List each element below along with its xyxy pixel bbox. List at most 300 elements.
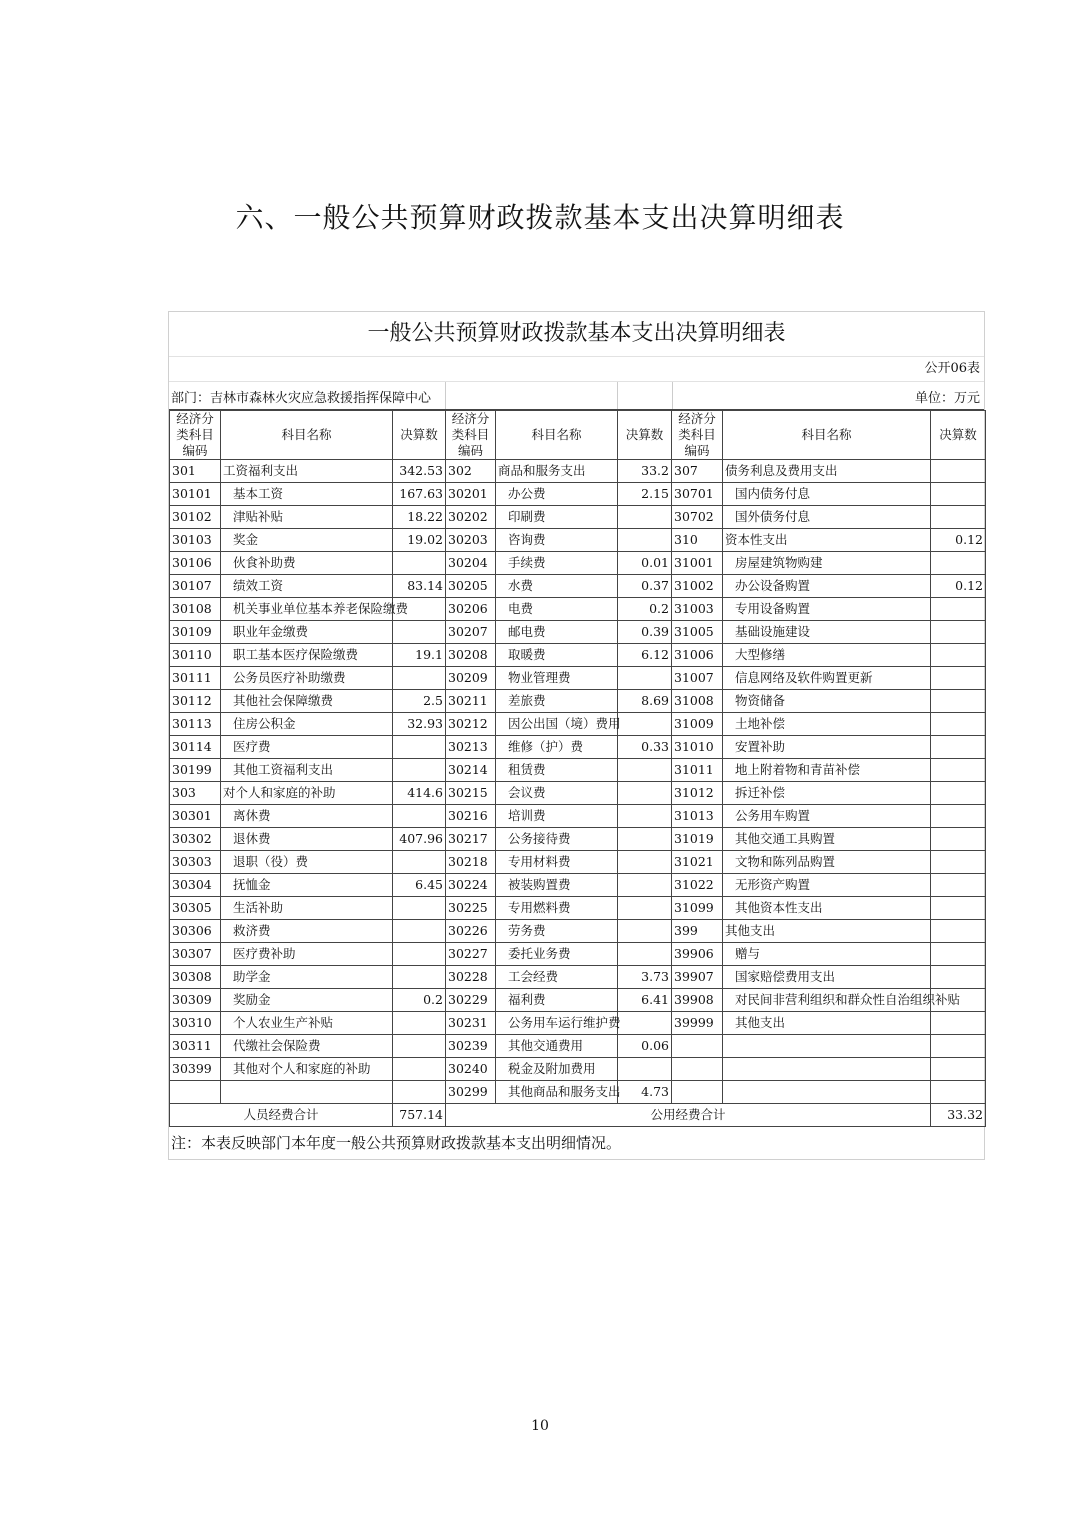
cell-code: 31007 <box>672 667 723 690</box>
header-code: 经济分类科目编码 <box>170 411 221 460</box>
cell-name: 其他交通工具购置 <box>723 828 931 851</box>
cell-code: 31010 <box>672 736 723 759</box>
divider <box>617 382 618 409</box>
table-row <box>170 805 986 828</box>
cell-name <box>723 1035 931 1058</box>
cell-amount <box>931 1012 986 1035</box>
cell-name: 职工基本医疗保险缴费 <box>221 644 393 667</box>
cell-name: 对民间非营利组织和群众性自治组织补贴 <box>723 989 931 1012</box>
cell-code: 31008 <box>672 690 723 713</box>
cell-amount: 6.12 <box>618 644 672 667</box>
cell-name: 抚恤金 <box>221 874 393 897</box>
table-row <box>170 782 986 805</box>
cell-name <box>221 1081 393 1104</box>
cell-name: 医疗费 <box>221 736 393 759</box>
expenditure-table <box>169 410 986 1127</box>
cell-name: 津贴补贴 <box>221 506 393 529</box>
cell-amount: 407.96 <box>393 828 446 851</box>
cell-name: 其他商品和服务支出 <box>496 1081 618 1104</box>
cell-code: 30207 <box>446 621 496 644</box>
divider <box>445 382 446 409</box>
cell-name: 救济费 <box>221 920 393 943</box>
table-row <box>170 621 986 644</box>
cell-name: 奖金 <box>221 529 393 552</box>
cell-name: 大型修缮 <box>723 644 931 667</box>
table-row <box>170 966 986 989</box>
cell-code: 30308 <box>170 966 221 989</box>
cell-name: 基本工资 <box>221 483 393 506</box>
cell-name: 劳务费 <box>496 920 618 943</box>
cell-code: 30202 <box>446 506 496 529</box>
cell-amount <box>931 759 986 782</box>
cell-name: 差旅费 <box>496 690 618 713</box>
cell-amount <box>393 1035 446 1058</box>
cell-name: 代缴社会保险费 <box>221 1035 393 1058</box>
cell-amount <box>393 920 446 943</box>
cell-name: 租赁费 <box>496 759 618 782</box>
cell-amount <box>618 713 672 736</box>
cell-code: 30239 <box>446 1035 496 1058</box>
cell-code: 30311 <box>170 1035 221 1058</box>
table-row <box>170 713 986 736</box>
cell-name: 安置补助 <box>723 736 931 759</box>
cell-amount <box>931 483 986 506</box>
cell-name: 培训费 <box>496 805 618 828</box>
cell-name: 电费 <box>496 598 618 621</box>
table-row <box>170 736 986 759</box>
cell-name: 邮电费 <box>496 621 618 644</box>
table-row <box>170 506 986 529</box>
personnel-total-label: 人员经费合计 <box>170 1104 393 1127</box>
cell-name: 退休费 <box>221 828 393 851</box>
cell-code: 307 <box>672 460 723 483</box>
cell-code: 30201 <box>446 483 496 506</box>
cell-name: 因公出国（境）费用 <box>496 713 618 736</box>
table-row <box>170 874 986 897</box>
cell-amount <box>618 943 672 966</box>
cell-name <box>723 1058 931 1081</box>
cell-amount: 19.02 <box>393 529 446 552</box>
cell-amount: 33.2 <box>618 460 672 483</box>
cell-name: 办公费 <box>496 483 618 506</box>
cell-code: 31022 <box>672 874 723 897</box>
cell-amount <box>393 736 446 759</box>
cell-name: 工资福利支出 <box>221 460 393 483</box>
cell-code: 30214 <box>446 759 496 782</box>
cell-amount <box>618 529 672 552</box>
cell-name: 维修（护）费 <box>496 736 618 759</box>
header-amount: 决算数 <box>618 411 672 460</box>
cell-amount <box>618 1012 672 1035</box>
cell-name: 手续费 <box>496 552 618 575</box>
cell-amount <box>931 713 986 736</box>
cell-name: 专用设备购置 <box>723 598 931 621</box>
cell-amount <box>931 851 986 874</box>
cell-code: 31006 <box>672 644 723 667</box>
cell-code: 30206 <box>446 598 496 621</box>
cell-code: 30101 <box>170 483 221 506</box>
page-heading: 六、一般公共预算财政拨款基本支出决算明细表 <box>235 201 845 234</box>
cell-code: 30199 <box>170 759 221 782</box>
cell-code: 30110 <box>170 644 221 667</box>
cell-amount <box>618 828 672 851</box>
cell-name: 会议费 <box>496 782 618 805</box>
cell-code: 30305 <box>170 897 221 920</box>
cell-code: 30102 <box>170 506 221 529</box>
cell-code: 30399 <box>170 1058 221 1081</box>
cell-code: 30224 <box>446 874 496 897</box>
cell-amount <box>931 598 986 621</box>
cell-code: 30240 <box>446 1058 496 1081</box>
cell-amount <box>393 805 446 828</box>
table-row <box>170 483 986 506</box>
cell-amount <box>931 621 986 644</box>
budget-sheet <box>168 311 985 1160</box>
cell-name: 印刷费 <box>496 506 618 529</box>
cell-name: 土地补偿 <box>723 713 931 736</box>
table-row <box>170 1058 986 1081</box>
table-row <box>170 989 986 1012</box>
cell-code: 30226 <box>446 920 496 943</box>
cell-amount <box>931 1035 986 1058</box>
cell-amount <box>931 506 986 529</box>
cell-name: 专用燃料费 <box>496 897 618 920</box>
cell-code: 30225 <box>446 897 496 920</box>
cell-name: 取暖费 <box>496 644 618 667</box>
cell-name: 公务接待费 <box>496 828 618 851</box>
cell-name: 信息网络及软件购置更新 <box>723 667 931 690</box>
department-label: 部门：吉林市森林火灾应急救援指挥保障中心 <box>171 391 432 406</box>
table-body <box>170 460 986 1104</box>
cell-name: 拆迁补偿 <box>723 782 931 805</box>
cell-amount: 0.37 <box>618 575 672 598</box>
table-row <box>170 851 986 874</box>
cell-amount <box>393 1012 446 1035</box>
cell-amount <box>931 943 986 966</box>
cell-code <box>672 1058 723 1081</box>
header-name: 科目名称 <box>723 411 931 460</box>
table-row <box>170 690 986 713</box>
cell-code: 31021 <box>672 851 723 874</box>
cell-name: 商品和服务支出 <box>496 460 618 483</box>
cell-code: 30109 <box>170 621 221 644</box>
cell-name: 公务用车购置 <box>723 805 931 828</box>
cell-amount: 0.33 <box>618 736 672 759</box>
cell-name: 无形资产购置 <box>723 874 931 897</box>
cell-code: 39906 <box>672 943 723 966</box>
cell-amount <box>618 851 672 874</box>
cell-name: 个人农业生产补贴 <box>221 1012 393 1035</box>
cell-code: 30231 <box>446 1012 496 1035</box>
cell-amount: 8.69 <box>618 690 672 713</box>
cell-name: 其他对个人和家庭的补助 <box>221 1058 393 1081</box>
cell-amount <box>393 966 446 989</box>
cell-name: 咨询费 <box>496 529 618 552</box>
meta-row <box>169 382 984 410</box>
cell-amount <box>931 874 986 897</box>
cell-code: 30212 <box>446 713 496 736</box>
cell-code: 31005 <box>672 621 723 644</box>
cell-name <box>723 1081 931 1104</box>
header-code: 经济分类科目编码 <box>446 411 496 460</box>
cell-code: 30307 <box>170 943 221 966</box>
cell-amount <box>618 759 672 782</box>
cell-code: 30215 <box>446 782 496 805</box>
cell-code: 30112 <box>170 690 221 713</box>
cell-name: 其他社会保障缴费 <box>221 690 393 713</box>
cell-code: 30209 <box>446 667 496 690</box>
cell-name: 被装购置费 <box>496 874 618 897</box>
cell-name: 住房公积金 <box>221 713 393 736</box>
cell-amount <box>931 920 986 943</box>
table-row <box>170 897 986 920</box>
cell-name: 水费 <box>496 575 618 598</box>
table-row <box>170 1081 986 1104</box>
cell-amount <box>931 966 986 989</box>
cell-code: 30304 <box>170 874 221 897</box>
cell-amount <box>931 897 986 920</box>
cell-name: 债务利息及费用支出 <box>723 460 931 483</box>
cell-amount <box>393 667 446 690</box>
cell-amount <box>393 552 446 575</box>
cell-amount: 2.15 <box>618 483 672 506</box>
cell-code: 30208 <box>446 644 496 667</box>
cell-amount: 32.93 <box>393 713 446 736</box>
cell-code: 39999 <box>672 1012 723 1035</box>
cell-amount: 83.14 <box>393 575 446 598</box>
cell-name: 福利费 <box>496 989 618 1012</box>
cell-code: 30217 <box>446 828 496 851</box>
cell-code: 30203 <box>446 529 496 552</box>
cell-name: 奖励金 <box>221 989 393 1012</box>
cell-code: 30309 <box>170 989 221 1012</box>
sheet-title: 一般公共预算财政拨款基本支出决算明细表 <box>169 312 984 357</box>
personnel-total-value: 757.14 <box>393 1104 446 1127</box>
cell-amount: 0.39 <box>618 621 672 644</box>
cell-amount <box>931 644 986 667</box>
cell-amount: 0.2 <box>618 598 672 621</box>
header-name: 科目名称 <box>221 411 393 460</box>
cell-amount <box>618 874 672 897</box>
form-number: 公开06表 <box>169 357 984 382</box>
cell-name: 公务用车运行维护费 <box>496 1012 618 1035</box>
cell-code: 30111 <box>170 667 221 690</box>
cell-code: 30310 <box>170 1012 221 1035</box>
cell-amount: 0.2 <box>393 989 446 1012</box>
cell-code: 31013 <box>672 805 723 828</box>
cell-name: 工会经费 <box>496 966 618 989</box>
cell-amount <box>393 851 446 874</box>
cell-name: 伙食补助费 <box>221 552 393 575</box>
cell-code <box>672 1035 723 1058</box>
cell-amount <box>618 897 672 920</box>
cell-name: 其他交通费用 <box>496 1035 618 1058</box>
cell-name: 机关事业单位基本养老保险缴费 <box>221 598 393 621</box>
table-row <box>170 1035 986 1058</box>
cell-amount <box>393 621 446 644</box>
cell-amount <box>931 828 986 851</box>
header-code: 经济分类科目编码 <box>672 411 723 460</box>
cell-name: 医疗费补助 <box>221 943 393 966</box>
cell-amount <box>931 1081 986 1104</box>
table-row <box>170 943 986 966</box>
cell-name: 对个人和家庭的补助 <box>221 782 393 805</box>
cell-code: 30303 <box>170 851 221 874</box>
cell-amount <box>393 1058 446 1081</box>
cell-code: 31019 <box>672 828 723 851</box>
table-row <box>170 598 986 621</box>
cell-code: 31011 <box>672 759 723 782</box>
cell-code: 31001 <box>672 552 723 575</box>
cell-code: 30108 <box>170 598 221 621</box>
cell-code: 31099 <box>672 897 723 920</box>
cell-amount <box>618 506 672 529</box>
cell-code: 301 <box>170 460 221 483</box>
cell-code: 30213 <box>446 736 496 759</box>
table-header-row <box>170 411 986 460</box>
cell-code: 30113 <box>170 713 221 736</box>
cell-name: 离休费 <box>221 805 393 828</box>
cell-code: 30204 <box>446 552 496 575</box>
cell-code <box>672 1081 723 1104</box>
cell-amount <box>931 460 986 483</box>
cell-name: 其他资本性支出 <box>723 897 931 920</box>
public-total-label: 公用经费合计 <box>446 1104 931 1127</box>
cell-amount: 0.06 <box>618 1035 672 1058</box>
table-row <box>170 460 986 483</box>
cell-amount <box>618 782 672 805</box>
cell-code: 30302 <box>170 828 221 851</box>
cell-code: 31009 <box>672 713 723 736</box>
cell-code: 30216 <box>446 805 496 828</box>
cell-amount <box>618 805 672 828</box>
cell-code: 39907 <box>672 966 723 989</box>
cell-name: 助学金 <box>221 966 393 989</box>
header-amount: 决算数 <box>393 411 446 460</box>
cell-code: 30702 <box>672 506 723 529</box>
cell-amount: 0.12 <box>931 529 986 552</box>
cell-amount: 0.12 <box>931 575 986 598</box>
table-row <box>170 667 986 690</box>
cell-name: 文物和陈列品购置 <box>723 851 931 874</box>
cell-code: 30227 <box>446 943 496 966</box>
cell-amount <box>618 1058 672 1081</box>
page-number: 10 <box>531 1418 549 1434</box>
cell-name: 物资储备 <box>723 690 931 713</box>
table-row <box>170 552 986 575</box>
table-row <box>170 575 986 598</box>
cell-amount <box>931 805 986 828</box>
cell-amount: 19.1 <box>393 644 446 667</box>
cell-name: 基础设施建设 <box>723 621 931 644</box>
header-amount: 决算数 <box>931 411 986 460</box>
cell-code: 30228 <box>446 966 496 989</box>
cell-code: 30106 <box>170 552 221 575</box>
cell-name: 委托业务费 <box>496 943 618 966</box>
cell-code: 30103 <box>170 529 221 552</box>
cell-code: 30107 <box>170 575 221 598</box>
table-note: 注：本表反映部门本年度一般公共预算财政拨款基本支出明细情况。 <box>171 1134 622 1152</box>
cell-name: 房屋建筑物购建 <box>723 552 931 575</box>
cell-name: 税金及附加费用 <box>496 1058 618 1081</box>
cell-code <box>170 1081 221 1104</box>
cell-code: 302 <box>446 460 496 483</box>
cell-name: 赠与 <box>723 943 931 966</box>
cell-code: 30218 <box>446 851 496 874</box>
cell-amount <box>393 1081 446 1104</box>
public-total-value: 33.32 <box>931 1104 986 1127</box>
cell-amount <box>393 897 446 920</box>
cell-name: 退职（役）费 <box>221 851 393 874</box>
cell-name: 职业年金缴费 <box>221 621 393 644</box>
cell-name: 生活补助 <box>221 897 393 920</box>
cell-amount <box>931 736 986 759</box>
table-row <box>170 644 986 667</box>
cell-amount <box>931 1058 986 1081</box>
header-name: 科目名称 <box>496 411 618 460</box>
cell-code: 30229 <box>446 989 496 1012</box>
cell-amount <box>931 690 986 713</box>
cell-name: 其他支出 <box>723 1012 931 1035</box>
cell-name: 办公设备购置 <box>723 575 931 598</box>
cell-code: 31003 <box>672 598 723 621</box>
cell-amount: 342.53 <box>393 460 446 483</box>
cell-name: 国家赔偿费用支出 <box>723 966 931 989</box>
cell-amount: 0.01 <box>618 552 672 575</box>
cell-code: 30205 <box>446 575 496 598</box>
table-row <box>170 759 986 782</box>
cell-name: 国外债务付息 <box>723 506 931 529</box>
table-row <box>170 529 986 552</box>
totals-row <box>170 1104 986 1127</box>
cell-amount: 18.22 <box>393 506 446 529</box>
table-row <box>170 828 986 851</box>
cell-name: 资本性支出 <box>723 529 931 552</box>
cell-amount <box>931 552 986 575</box>
cell-name: 其他工资福利支出 <box>221 759 393 782</box>
unit-label: 单位：万元 <box>914 391 980 406</box>
table-row <box>170 920 986 943</box>
cell-name: 绩效工资 <box>221 575 393 598</box>
cell-amount: 6.41 <box>618 989 672 1012</box>
cell-amount: 6.45 <box>393 874 446 897</box>
cell-amount <box>393 943 446 966</box>
cell-code: 30306 <box>170 920 221 943</box>
cell-code: 30114 <box>170 736 221 759</box>
cell-amount <box>931 782 986 805</box>
cell-amount <box>931 667 986 690</box>
cell-name: 公务员医疗补助缴费 <box>221 667 393 690</box>
cell-code: 399 <box>672 920 723 943</box>
cell-code: 30299 <box>446 1081 496 1104</box>
cell-code: 39908 <box>672 989 723 1012</box>
cell-name: 专用材料费 <box>496 851 618 874</box>
cell-code: 31002 <box>672 575 723 598</box>
cell-code: 30211 <box>446 690 496 713</box>
cell-code: 31012 <box>672 782 723 805</box>
cell-code: 303 <box>170 782 221 805</box>
cell-amount: 167.63 <box>393 483 446 506</box>
cell-amount: 414.6 <box>393 782 446 805</box>
cell-code: 30701 <box>672 483 723 506</box>
table-row <box>170 1012 986 1035</box>
cell-amount <box>618 667 672 690</box>
cell-amount: 3.73 <box>618 966 672 989</box>
cell-code: 310 <box>672 529 723 552</box>
cell-amount: 4.73 <box>618 1081 672 1104</box>
cell-name: 国内债务付息 <box>723 483 931 506</box>
cell-name: 地上附着物和青苗补偿 <box>723 759 931 782</box>
